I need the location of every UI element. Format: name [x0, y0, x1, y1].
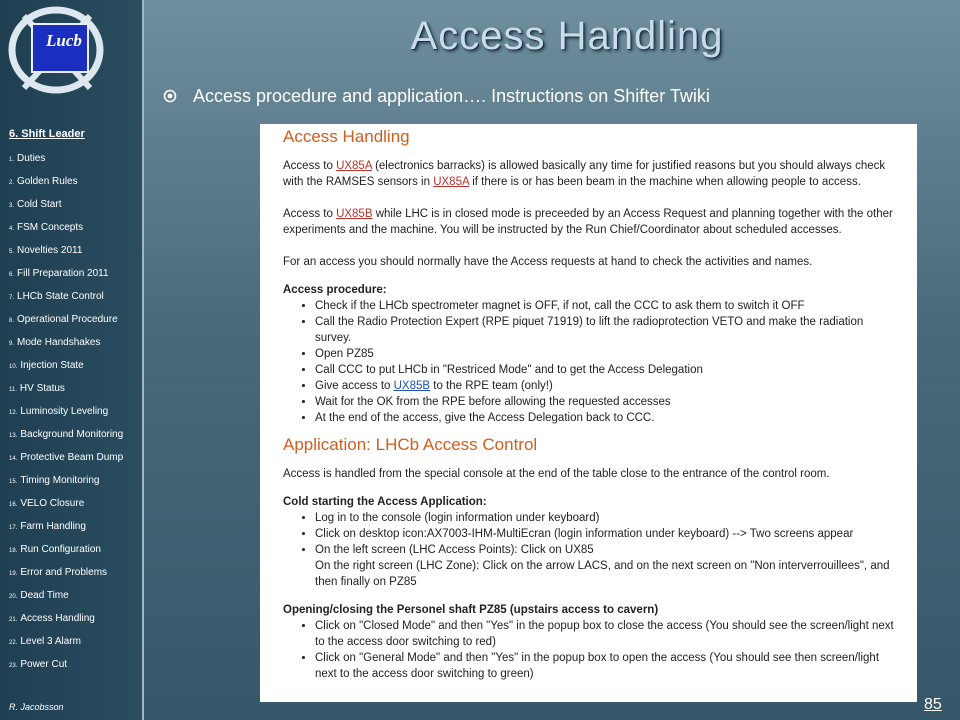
- sidebar-item-lhcb-state-control[interactable]: 7. LHCb State Control: [9, 291, 104, 302]
- access-procedure-list: [283, 298, 895, 426]
- list-item: • Call CCC to put LHCb in "Restriced Mode" and to get the Access Delegation: [315, 362, 895, 378]
- twiki-paragraph-console: Access is handled from the special console at the end of the table close to the entrance of the control room.: [283, 468, 830, 480]
- list-item: • Call the Radio Protection Expert (RPE piquet 71919) to lift the radioprotection VETO and make the radiation survey.: [315, 314, 895, 346]
- list-item: • Click on desktop icon:AX7003-IHM-MultiEcran (login information under keyboard) --> Two screens appear: [315, 526, 895, 542]
- lhcb-logo: [4, 4, 108, 100]
- sidebar-item-level-3-alarm[interactable]: 22. Level 3 Alarm: [9, 636, 81, 647]
- logo-text: Lucb: [46, 31, 82, 50]
- page-number[interactable]: 85: [924, 696, 942, 713]
- twiki-paragraph-ux85a: Access to UX85A (electronics barracks) is allowed basically any time for justified reasons but you should always check with the RAMSES sensors in UX85A if there is or has been beam in the machine when allowing people to access.: [283, 160, 886, 188]
- access-procedure-heading: Access procedure:: [283, 284, 387, 296]
- ux85a-link[interactable]: UX85A: [336, 160, 372, 172]
- sidebar-item-hv-status[interactable]: 11. HV Status: [9, 383, 65, 394]
- ux85a-link-2[interactable]: UX85A: [433, 176, 470, 188]
- list-item: • Log in to the console (login information under keyboard): [315, 510, 895, 526]
- slide-bullet: [163, 86, 710, 107]
- sidebar-item-novelties[interactable]: 5. Novelties 2011: [9, 245, 83, 256]
- list-item: • At the end of the access, give the Access Delegation back to CCC.: [315, 410, 895, 426]
- sidebar-item-velo-closure[interactable]: 16. VELO Closure: [9, 498, 85, 509]
- sidebar-item-run-configuration[interactable]: 18. Run Configuration: [9, 544, 101, 555]
- ux85b-link-2[interactable]: UX85B: [393, 380, 431, 392]
- logo-icon: [4, 4, 108, 100]
- sidebar-item-fill-preparation[interactable]: 6. Fill Preparation 2011: [9, 268, 109, 279]
- twiki-heading-access-handling: Access Handling: [283, 127, 410, 146]
- twiki-paragraph-ux85b: Access to UX85B while LHC is in closed mode is preceeded by an Access Request and planning together with the other experiments and the machine. You will be instructed by the Run Chief/Coordinator about scheduled accesses.: [283, 208, 893, 236]
- cold-start-heading: Cold starting the Access Application:: [283, 496, 487, 508]
- sidebar-item-protective-beam-dump[interactable]: 14. Protective Beam Dump: [9, 452, 124, 463]
- sidebar-item-luminosity-leveling[interactable]: 12. Luminosity Leveling: [9, 406, 109, 417]
- sidebar-nav: [9, 150, 123, 679]
- shaft-list: [283, 618, 895, 682]
- sidebar-item-fsm-concepts[interactable]: 4. FSM Concepts: [9, 222, 84, 233]
- sidebar-item-timing-monitoring[interactable]: 15. Timing Monitoring: [9, 475, 100, 486]
- sidebar-item-cold-start[interactable]: 3. Cold Start: [9, 199, 62, 210]
- sidebar-item-golden-rules[interactable]: 2. Golden Rules: [9, 176, 78, 187]
- author-credit: R. Jacobsson: [9, 702, 64, 712]
- sidebar-item-duties[interactable]: 1. Duties: [9, 153, 46, 164]
- sidebar: [0, 0, 144, 720]
- sidebar-item-injection-state[interactable]: 10. Injection State: [9, 360, 84, 371]
- shaft-heading: Opening/closing the Personel shaft PZ85 (upstairs access to cavern): [283, 604, 659, 616]
- list-item: • Click on "Closed Mode" and then "Yes" in the popup box to close the access (You should see the screen/light next to the access door switching to red): [315, 618, 895, 650]
- sidebar-item-farm-handling[interactable]: 17. Farm Handling: [9, 521, 86, 532]
- list-item: • Give access to UX85B to the RPE team (only!): [315, 378, 895, 394]
- sidebar-item-error-and-problems[interactable]: 19. Error and Problems: [9, 567, 108, 578]
- sidebar-item-operational-procedure[interactable]: 8. Operational Procedure: [9, 314, 118, 325]
- twiki-paragraph-access-requests: For an access you should normally have the Access requests at hand to check the activities and names.: [283, 256, 813, 268]
- bullet-circle-icon: [163, 89, 177, 103]
- sidebar-item-dead-time[interactable]: 20. Dead Time: [9, 590, 69, 601]
- ux85b-link[interactable]: UX85B: [336, 208, 373, 220]
- bullet-text: Access procedure and application…. Instructions on Shifter Twiki: [193, 86, 710, 106]
- sidebar-item-mode-handshakes[interactable]: 9. Mode Handshakes: [9, 337, 101, 348]
- list-item: • Check if the LHCb spectrometer magnet is OFF, if not, call the CCC to ask them to switch it OFF: [315, 298, 895, 314]
- slide-title: Access Handling: [410, 14, 724, 58]
- twiki-screenshot: [260, 124, 917, 702]
- list-item: • Click on "General Mode" and then "Yes" in the popup box to open the access (You should see then screen/light next to the access door switching to green): [315, 650, 895, 682]
- list-item: • On the left screen (LHC Access Points): Click on UX85 On the right screen (LHC Zone): Click on the arrow LACS, and on the next screen on "Non interverrouillees", and then finally on PZ85: [315, 542, 895, 590]
- list-item: • Open PZ85: [315, 346, 895, 362]
- cold-start-list: [283, 510, 895, 590]
- cold-start-continuation: On the right screen (LHC Zone): Click on the arrow LACS, and on the next screen on "Non interverrouillees", and then finally on PZ85: [315, 560, 890, 588]
- twiki-heading-application: Application: LHCb Access Control: [283, 435, 538, 454]
- list-item: • Wait for the OK from the RPE before allowing the requested accesses: [315, 394, 895, 410]
- sidebar-item-background-monitoring[interactable]: 13. Background Monitoring: [9, 429, 124, 440]
- sidebar-heading[interactable]: 6. Shift Leader: [9, 128, 85, 140]
- sidebar-item-power-cut[interactable]: 23. Power Cut: [9, 659, 68, 670]
- sidebar-item-access-handling[interactable]: 21. Access Handling: [9, 613, 95, 624]
